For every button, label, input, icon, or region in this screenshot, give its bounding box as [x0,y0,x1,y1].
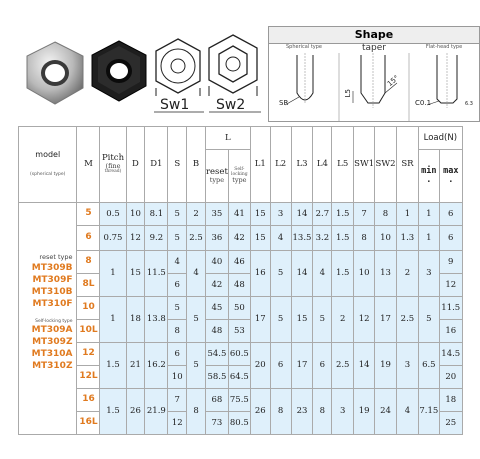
s-cell: 6 [168,274,187,297]
min-cell: 3 [418,251,439,297]
d1-cell: 9.2 [145,226,168,251]
black-nut-photo [88,38,150,104]
sw2-cell: 19 [375,343,397,389]
product-figures [0,0,480,126]
l1-cell: 16 [250,251,270,297]
m-cell: 8 [77,251,100,274]
l-self-cell: 75.5 [228,389,250,412]
m-cell: 10 [77,297,100,320]
d1-cell: 21.9 [145,389,168,435]
l4-cell: 8 [313,389,332,435]
sw1-cell: 7 [354,203,375,226]
m-cell: 10L [77,320,100,343]
sw2-cell: 10 [375,226,397,251]
b-cell: 2.5 [187,226,206,251]
sw2-cell: 24 [375,389,397,435]
min-cell: 5 [418,297,439,343]
sw2-cell: 13 [375,251,397,297]
b-cell: 8 [187,389,206,435]
table-gutter [462,127,476,435]
d1-cell: 16.2 [145,343,168,389]
sw2-label: Sw2 [216,97,246,113]
sr-label: SR [279,99,289,107]
sw1-cell: 12 [354,297,375,343]
sw1-cell: 19 [354,389,375,435]
sr-cell: 3 [396,343,418,389]
load-min-header: min . [418,150,439,203]
m-cell: 8L [77,274,100,297]
s-cell: 5 [168,203,187,226]
self-model-MT310Z: MT310Z [32,361,73,372]
l-self-locking-header: Self-locking type [228,150,250,203]
l3-cell: 23 [291,389,313,435]
l5-cell: 2 [332,297,354,343]
l4-header: L4 [313,127,332,203]
max-cell: 14.5 [439,343,462,366]
min-cell: 6.5 [418,343,439,389]
spherical-type-label: Spherical type [286,44,322,50]
d-cell: 15 [126,251,145,297]
sw-dimension-lines [152,96,264,116]
sr-cell: 1 [396,203,418,226]
l4-cell: 5 [313,297,332,343]
l-self-cell: 60.5 [228,343,250,366]
l-reset-cell: 54.5 [205,343,228,366]
d1-header: D1 [145,127,168,203]
l4-cell: 2.7 [313,203,332,226]
model-list-cell [19,251,77,435]
max-cell: 11.5 [439,297,462,320]
d1-cell: 8.1 [145,203,168,226]
pitch-cell: 1.5 [100,389,126,435]
l3-cell: 17 [291,343,313,389]
sr-cell: 1.3 [396,226,418,251]
load-max-header: max . [439,150,462,203]
l1-cell: 26 [250,389,270,435]
sr-header: SR [396,127,418,203]
spec-table [18,126,476,435]
shape-tip-drawings [269,53,479,121]
left-blank-cell [19,203,77,251]
b-cell: 4 [187,251,206,297]
load-header: Load(N) [418,127,462,150]
l2-cell: 3 [270,203,291,226]
hex-nut-drawing-sw2 [205,32,261,96]
min-cell: 1 [418,226,439,251]
self-locking-type-label: Self-locking type [35,318,73,324]
self-model-MT310A: MT310A [31,349,73,360]
pitch-cell: 0.75 [100,226,126,251]
sr-cell: 2.5 [396,297,418,343]
l5-label: L5 [344,89,352,98]
s-cell: 5 [168,226,187,251]
d-cell: 10 [126,203,145,226]
m-cell: 6 [77,226,100,251]
reset-model-MT310F: MT310F [32,298,73,309]
sw2-cell: 8 [375,203,397,226]
sr-cell: 2 [396,251,418,297]
hex-nut-drawing-sw1 [152,36,204,96]
m-cell: 12 [77,343,100,366]
max-cell: 20 [439,366,462,389]
b-cell: 5 [187,297,206,343]
l3-cell: 15 [291,297,313,343]
l-self-cell: 53 [228,320,250,343]
sw1-cell: 10 [354,251,375,297]
l5-cell: 2.5 [332,343,354,389]
l4-cell: 4 [313,251,332,297]
shape-panel [268,26,480,122]
max-cell: 16 [439,320,462,343]
shape-title: Shape [269,27,479,44]
roughness-label: 6.3 [465,101,473,107]
l-self-cell: 41 [228,203,250,226]
d-cell: 12 [126,226,145,251]
pitch-cell: 0.5 [100,203,126,226]
l1-cell: 15 [250,203,270,226]
model-header: model (spherical type) [19,127,77,203]
m-cell: 5 [77,203,100,226]
l5-cell: 1.5 [332,251,354,297]
l3-cell: 14 [291,251,313,297]
s-cell: 7 [168,389,187,412]
l-reset-cell: 40 [205,251,228,274]
m-cell: 12L [77,366,100,389]
min-cell: 1 [418,203,439,226]
sr-cell: 4 [396,389,418,435]
l2-cell: 5 [270,251,291,297]
max-cell: 25 [439,412,462,435]
d-cell: 21 [126,343,145,389]
m-cell: 16L [77,412,100,435]
l-header: L [205,127,250,150]
max-cell: 12 [439,274,462,297]
max-cell: 18 [439,389,462,412]
b-header: B [187,127,206,203]
s-cell: 5 [168,297,187,320]
l-reset-cell: 58.5 [205,366,228,389]
l4-cell: 6 [313,343,332,389]
l-reset-cell: 73 [205,412,228,435]
s-cell: 8 [168,320,187,343]
d1-cell: 13.8 [145,297,168,343]
l5-cell: 3 [332,389,354,435]
taper-label: taper [362,43,386,53]
l-self-cell: 48 [228,274,250,297]
l-self-cell: 42 [228,226,250,251]
c01-label: C0.1 [415,99,432,107]
m-header: M [77,127,100,203]
pitch-cell: 1 [100,251,126,297]
sw2-cell: 17 [375,297,397,343]
l4-cell: 3.2 [313,226,332,251]
sw1-header: SW1 [354,127,375,203]
min-cell: 7.15 [418,389,439,435]
l1-cell: 17 [250,297,270,343]
l1-cell: 15 [250,226,270,251]
flat-head-label: Flat-head type [425,44,463,50]
d-cell: 26 [126,389,145,435]
pitch-cell: 1 [100,297,126,343]
l-reset-cell: 68 [205,389,228,412]
self-model-MT309A: MT309A [31,325,73,336]
l-reset-cell: 48 [205,320,228,343]
l-self-cell: 64.5 [228,366,250,389]
l5-cell: 1.5 [332,226,354,251]
angle-label: 15° [385,73,401,89]
b-cell: 5 [187,343,206,389]
l-reset-cell: 45 [205,297,228,320]
l3-cell: 14 [291,203,313,226]
l5-header: L5 [332,127,354,203]
self-model-MT309Z: MT309Z [32,337,73,348]
s-cell: 4 [168,251,187,274]
l-self-cell: 50 [228,297,250,320]
l2-cell: 6 [270,343,291,389]
l2-header: L2 [270,127,291,203]
s-cell: 12 [168,412,187,435]
sw1-label: Sw1 [160,97,190,113]
s-cell: 10 [168,366,187,389]
l-reset-cell: 42 [205,274,228,297]
d-header: D [126,127,145,203]
l2-cell: 8 [270,389,291,435]
d1-cell: 11.5 [145,251,168,297]
reset-model-MT310B: MT310B [31,286,73,297]
l3-cell: 13.5 [291,226,313,251]
reset-model-MT309F: MT309F [32,274,73,285]
l2-cell: 4 [270,226,291,251]
s-header: S [168,127,187,203]
l1-header: L1 [250,127,270,203]
max-cell: 6 [439,203,462,226]
l-reset-cell: 35 [205,203,228,226]
max-cell: 6 [439,226,462,251]
silver-nut-photo [20,38,90,108]
d-cell: 18 [126,297,145,343]
l5-cell: 1.5 [332,203,354,226]
sw1-cell: 8 [354,226,375,251]
b-cell: 2 [187,203,206,226]
l-reset-header: reset type [205,150,228,203]
l-self-cell: 46 [228,251,250,274]
l1-cell: 20 [250,343,270,389]
s-cell: 6 [168,343,187,366]
l2-cell: 5 [270,297,291,343]
max-cell: 9 [439,251,462,274]
sw1-cell: 14 [354,343,375,389]
reset-type-label: reset type [39,252,73,261]
reset-model-MT309B: MT309B [31,262,73,273]
sw2-header: SW2 [375,127,397,203]
l3-header: L3 [291,127,313,203]
pitch-header: Pitch (fine thread) [100,127,126,203]
pitch-cell: 1.5 [100,343,126,389]
l-reset-cell: 36 [205,226,228,251]
l-self-cell: 80.5 [228,412,250,435]
m-cell: 16 [77,389,100,412]
